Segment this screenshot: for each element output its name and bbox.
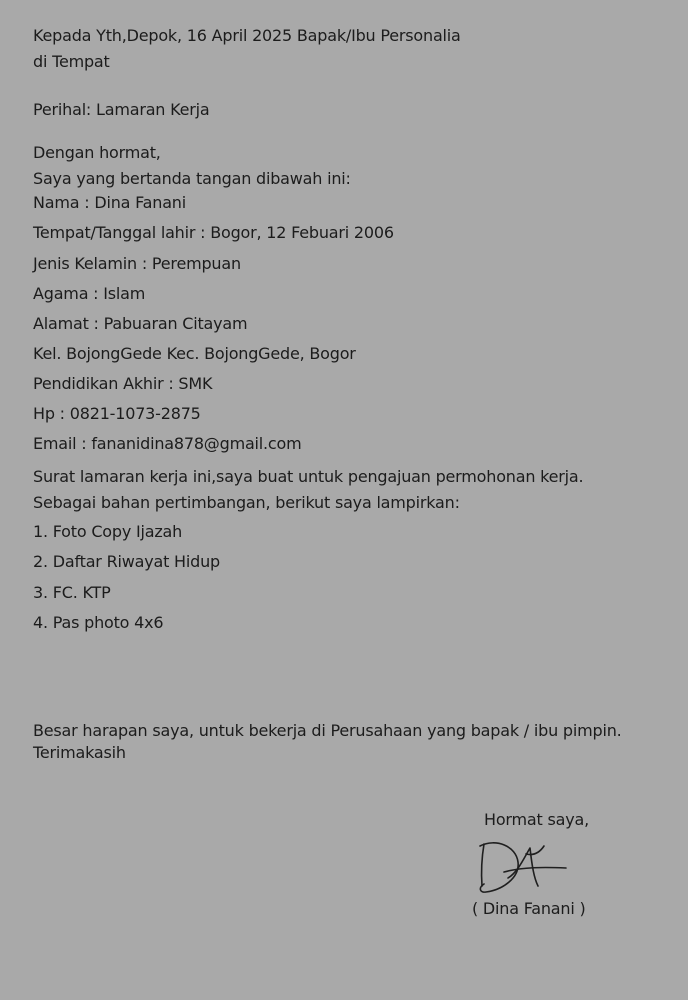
letter-greeting: Dengan hormat, bbox=[33, 143, 161, 162]
detail-name: Nama : Dina Fanani bbox=[33, 193, 186, 212]
closing-phrase: Hormat saya, bbox=[484, 810, 589, 829]
letter-hope: Besar harapan saya, untuk bekerja di Perusahaan yang bapak / ibu pimpin. bbox=[33, 721, 622, 740]
detail-birth: Tempat/Tanggal lahir : Bogor, 12 Febuari 2006 bbox=[33, 223, 394, 242]
detail-education: Pendidikan Akhir : SMK bbox=[33, 374, 213, 393]
letter-subject: Perihal: Lamaran Kerja bbox=[33, 100, 210, 119]
detail-phone: Hp : 0821-1073-2875 bbox=[33, 404, 201, 423]
signature bbox=[474, 834, 574, 898]
purpose-line1: Surat lamaran kerja ini,saya buat untuk pengajuan permohonan kerja. bbox=[33, 467, 584, 486]
detail-religion: Agama : Islam bbox=[33, 284, 146, 303]
detail-district: Kel. BojongGede Kec. BojongGede, Bogor bbox=[33, 344, 356, 363]
letter-header-line1: Kepada Yth,Depok, 16 April 2025 Bapak/Ibu Personalia bbox=[33, 26, 461, 45]
letter-intro: Saya yang bertanda tangan dibawah ini: bbox=[33, 169, 351, 188]
signed-name: ( Dina Fanani ) bbox=[472, 899, 586, 918]
detail-address: Alamat : Pabuaran Citayam bbox=[33, 314, 248, 333]
letter-thanks: Terimakasih bbox=[33, 743, 126, 762]
attachment-item: 3. FC. KTP bbox=[33, 583, 111, 602]
attachment-item: 1. Foto Copy Ijazah bbox=[33, 522, 183, 541]
attachment-item: 4. Pas photo 4x6 bbox=[33, 613, 164, 632]
attachment-item: 2. Daftar Riwayat Hidup bbox=[33, 552, 220, 571]
detail-gender: Jenis Kelamin : Perempuan bbox=[33, 254, 241, 273]
detail-email: Email : fananidina878@gmail.com bbox=[33, 434, 302, 453]
letter-header-line2: di Tempat bbox=[33, 52, 110, 71]
purpose-line2: Sebagai bahan pertimbangan, berikut saya lampirkan: bbox=[33, 493, 460, 512]
